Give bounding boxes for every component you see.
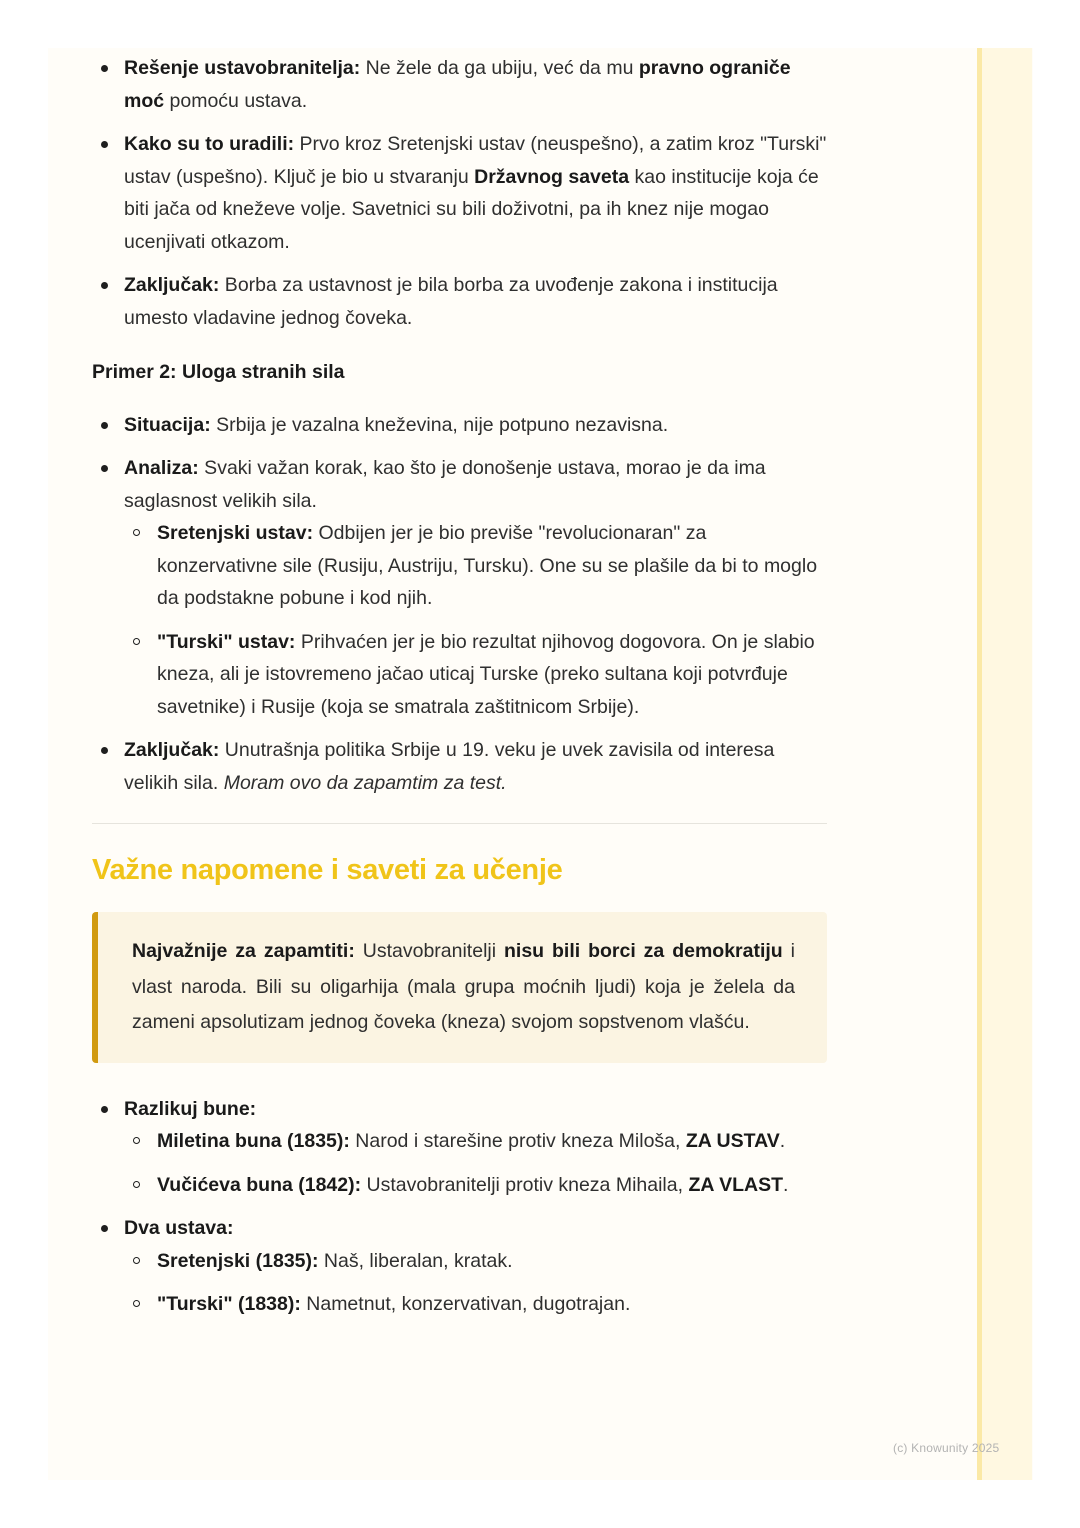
right-margin-line <box>977 48 982 1480</box>
item-label: Zaključak: <box>124 274 220 296</box>
item-italic-note: Moram ovo da zapamtim za test. <box>223 771 507 794</box>
item-text: Odbijen jer je bio previše "revolucionaran" za konzervativne sile (Rusiju, Austriju, Tursku). One su se plašile da bi to moglo da podstakne pobune i kod njih. <box>157 522 818 609</box>
callout-text: Ustavobranitelji <box>354 940 504 962</box>
list-item <box>92 52 827 117</box>
sub-list-item <box>124 626 827 724</box>
item-label: Situacija: <box>124 413 211 436</box>
item-label: Razlikuj bune: <box>124 1097 257 1120</box>
list-item <box>92 1212 827 1321</box>
item-emphasis: ZA VLAST <box>688 1173 784 1196</box>
example-heading: Primer 2: Uloga stranih sila <box>92 361 345 383</box>
list-item <box>92 1093 827 1202</box>
right-margin-rail <box>977 48 1032 1480</box>
item-text: Naš, liberalan, kratak. <box>318 1249 513 1272</box>
item-label: Sretenjski (1835): <box>157 1249 319 1272</box>
item-text: Prvo kroz Sretenjski ustav (neuspešno), a zatim kroz "Turski" ustav (uspešno). Ključ je bio u stvaranju <box>124 133 827 188</box>
notes-list <box>92 1093 827 1321</box>
section1-list <box>92 52 827 334</box>
list-item <box>92 734 827 799</box>
item-label: Zaključak: <box>124 739 220 761</box>
item-label: Vučićeva buna (1842): <box>157 1173 362 1196</box>
sub-list-item <box>124 1245 827 1278</box>
callout-box <box>92 912 827 1063</box>
item-text: Svaki važan korak, kao što je donošenje ustava, morao je da ima saglasnost velikih sila. <box>124 457 766 512</box>
item-text: Nametnut, konzervativan, dugotrajan. <box>300 1293 631 1315</box>
callout-label: Najvažnije za zapamtiti: <box>132 940 355 962</box>
example2-list <box>92 409 827 800</box>
item-text: Ne žele da ga ubiju, već da mu <box>360 57 639 79</box>
sub-list-item <box>124 1169 827 1202</box>
sub-list <box>124 517 827 723</box>
list-item <box>92 269 827 334</box>
item-text: . <box>783 1173 789 1196</box>
item-emphasis: pravno ograniče moć <box>124 57 791 112</box>
sub-list-item <box>124 1288 827 1321</box>
list-item <box>92 409 827 442</box>
sub-list-item <box>124 517 827 615</box>
item-text: pomoću ustava. <box>164 89 308 112</box>
item-text: Prihvaćen jer je bio rezultat njihovog dogovora. On je slabio kneza, ali je istovremeno jačao uticaj Turske (preko sultana koji potvrđuje savetnike) i Rusije (koja se smatrala zaštitnicom Srbije). <box>157 630 815 718</box>
item-text: Unutrašnja politika Srbije u 19. veku je uvek zavisila od interesa velikih sila. <box>124 739 775 794</box>
item-emphasis: Državnog saveta <box>474 165 630 188</box>
item-label: Miletina buna (1835): <box>157 1130 350 1152</box>
item-label: "Turski" ustav: <box>157 630 296 653</box>
item-label: Kako su to uradili: <box>124 133 295 155</box>
copyright-credit: (c) Knowunity 2025 <box>893 1441 1000 1455</box>
item-label: Sretenjski ustav: <box>157 522 314 544</box>
item-text: kao institucije koja će biti jača od kneževe volje. Savetnici su bili doživotni, pa ih knez nije mogao ucenjivati otkazom. <box>124 165 819 253</box>
item-text: Srbija je vazalna kneževina, nije potpuno nezavisna. <box>210 413 669 436</box>
item-label: Analiza: <box>124 457 199 479</box>
sub-list <box>124 1245 827 1321</box>
item-emphasis: ZA USTAV <box>685 1130 780 1152</box>
document-content <box>92 52 827 1332</box>
item-text: Narod i starešine protiv kneza Miloša, <box>349 1130 686 1152</box>
callout-text: i vlast naroda. Bili su oligarhija (mala grupa moćnih ljudi) koja je želela da zameni apsolutizam jednog čoveka (kneza) svojom sopstvenom vlašću. <box>132 940 795 1033</box>
list-item <box>92 128 827 258</box>
callout-emphasis: nisu bili borci za demokratiju <box>503 940 783 962</box>
item-text: Ustavobranitelji protiv kneza Mihaila, <box>361 1173 689 1196</box>
item-label: Dva ustava: <box>124 1217 234 1239</box>
section-divider <box>92 823 827 824</box>
item-text: . <box>779 1130 786 1152</box>
section-heading: Važne napomene i saveti za učenje <box>92 854 563 886</box>
sub-list-item <box>124 1125 827 1158</box>
list-item <box>92 452 827 723</box>
item-label: Rešenje ustavobranitelja: <box>124 57 361 79</box>
sub-list <box>124 1125 827 1201</box>
item-label: "Turski" (1838): <box>157 1293 301 1315</box>
item-text: Borba za ustavnost je bila borba za uvođenje zakona i institucija umesto vladavine jednog čoveka. <box>124 274 778 329</box>
